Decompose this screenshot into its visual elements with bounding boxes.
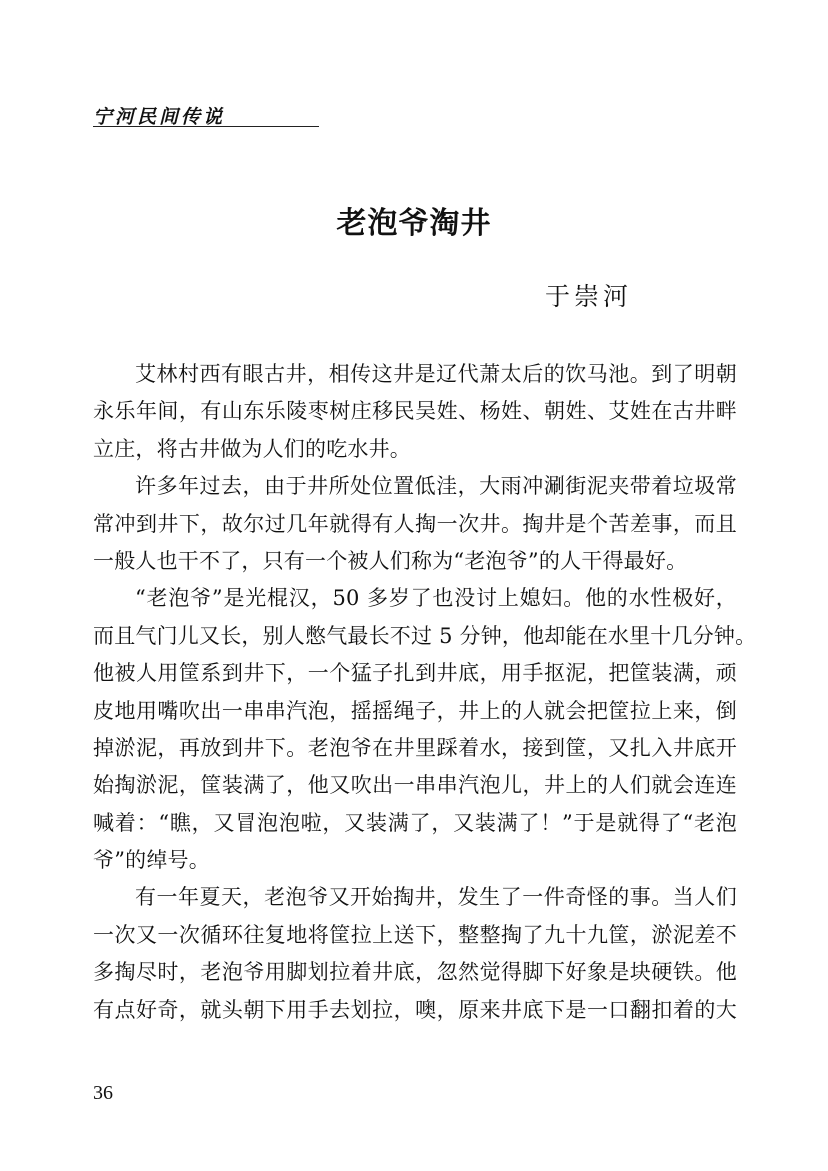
body-line: 一般人也干不了，只有一个被人们称为“老泡爷”的人干得最好。 — [93, 548, 688, 573]
body-line: 掉淤泥，再放到井下。老泡爷在井里踩着水，接到筐，又扎入井底开 — [93, 735, 737, 760]
body-line: 多掏尽时，老泡爷用脚划拉着井底，忽然觉得脚下好象是块硬铁。他 — [93, 960, 737, 985]
body-line: 喊着：“瞧，又冒泡泡啦，又装满了，又装满了！”于是就得了“老泡 — [93, 810, 737, 835]
body-line: 皮地用嘴吹出一串串汽泡，摇摇绳子，井上的人就会把筐拉上来，倒 — [93, 698, 737, 723]
body-line: “老泡爷”是光棍汉，50 多岁了也没讨上媳妇。他的水性极好， — [135, 586, 737, 611]
body-line: 永乐年间，有山东乐陵枣树庄移民吴姓、杨姓、朝姓、艾姓在古井畔 — [93, 399, 737, 424]
body-line: 常冲到井下，故尔过几年就得有人掏一次井。掏井是个苦差事，而且 — [93, 511, 737, 536]
body-line: 有一年夏天，老泡爷又开始掏井，发生了一件奇怪的事。当人们 — [135, 885, 737, 910]
body-line: 爷”的绰号。 — [93, 848, 210, 873]
body-line: 他被人用筐系到井下，一个猛子扎到井底，用手抠泥，把筐装满，顽 — [93, 661, 737, 686]
body-line: 立庄，将古井做为人们的吃水井。 — [93, 436, 411, 461]
running-header — [93, 100, 319, 127]
body-line: 有点好奇，就头朝下用手去划拉，噢，原来井底下是一口翻扣着的大 — [93, 997, 737, 1022]
article-title: 老泡爷淘井 — [336, 206, 492, 241]
running-header-title: 宁河民间传说 — [93, 106, 226, 128]
page-number: 36 — [93, 1082, 113, 1104]
article-body — [93, 356, 757, 1029]
article-author: 于崇河 — [545, 282, 633, 311]
body-line: 始掏淤泥，筐装满了，他又吹出一串串汽泡儿，井上的人们就会连连 — [93, 773, 737, 798]
body-line: 一次又一次循环往复地将筐拉上送下，整整掏了九十九筐，淤泥差不 — [93, 922, 737, 947]
body-line: 艾林村西有眼古井，相传这井是辽代萧太后的饮马池。到了明朝 — [135, 362, 737, 386]
body-line: 许多年过去，由于井所处位置低洼，大雨冲涮街泥夹带着垃圾常 — [135, 474, 737, 499]
body-line: 而且气门儿又长，别人憋气最长不过 5 分钟，他却能在水里十几分钟。 — [93, 623, 757, 648]
